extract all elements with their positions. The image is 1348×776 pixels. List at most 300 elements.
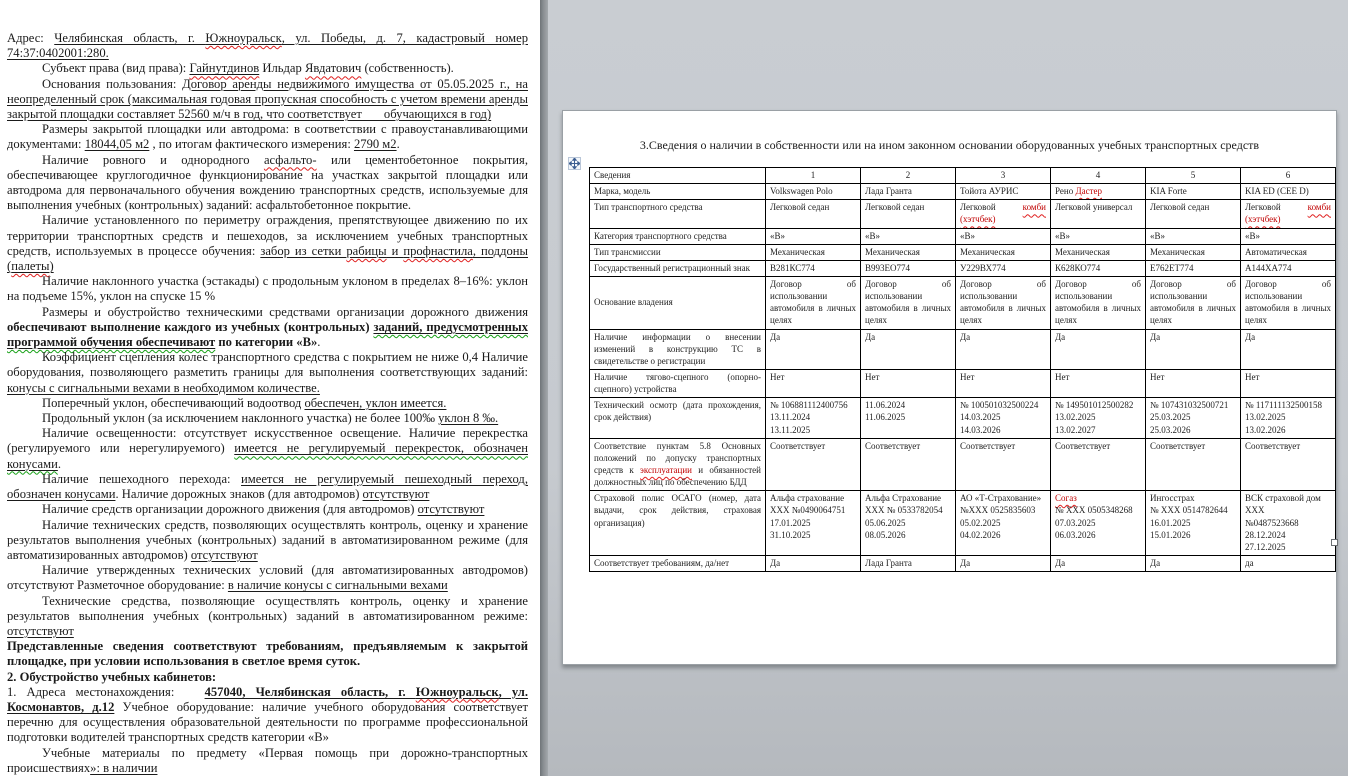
text-segment: Страховой полис ОСАГО (номер, дата выдачи, срок действия, страховая организация) — [594, 493, 761, 528]
text-segment: по категории «В» — [215, 335, 318, 350]
table-cell — [956, 369, 1051, 397]
text-segment: Марка, модель — [594, 186, 651, 197]
table-cell — [1051, 329, 1146, 369]
text-segment: 28.12.2024 — [1245, 529, 1286, 540]
text-segment: В281КС774 — [770, 262, 815, 273]
table-move-handle-icon[interactable] — [568, 157, 581, 170]
text-segment: 13.02.2025 — [1055, 412, 1096, 423]
text-segment: Да — [770, 557, 781, 568]
table-cell — [1146, 200, 1241, 228]
table-cell — [1241, 260, 1336, 276]
text-segment: 13.11.2024 — [770, 412, 811, 423]
text-segment: Нет — [1055, 371, 1070, 382]
text-segment: Легковой седан — [865, 202, 925, 213]
text-segment: 11.06.2024 — [865, 400, 906, 411]
row-label — [590, 200, 766, 228]
text-segment: 11.06.2025 — [865, 412, 906, 423]
paragraph — [7, 502, 528, 517]
text-segment: эксплуатации — [640, 464, 692, 475]
text-segment: Соответствует — [1245, 440, 1301, 451]
page-1 — [0, 0, 540, 776]
table-cell — [861, 329, 956, 369]
table-cell — [1146, 438, 1241, 491]
row-label — [590, 276, 766, 329]
text-segment: 07.03.2025 — [1055, 517, 1096, 528]
table-cell — [1241, 491, 1336, 556]
text-segment: Учебные материалы по предмету «Первая помощь при дорожно-транспортных происшествиях — [7, 745, 528, 775]
table-cell — [1051, 555, 1146, 571]
row-label — [590, 555, 766, 571]
table-cell — [956, 228, 1051, 244]
paragraph — [7, 411, 528, 426]
text-segment: Договор об использовании автомобиля в личных целях — [1055, 278, 1141, 326]
table-cell — [766, 244, 861, 260]
text-segment: уклон 8 ‰. — [438, 411, 499, 426]
header-cell-col-2: 2 — [861, 168, 956, 184]
text-segment: , по итогам фактического измерения: — [149, 137, 354, 152]
table-row — [590, 555, 1336, 571]
text-segment: № ХХХ 0505348268 — [1055, 505, 1133, 516]
text-segment: . Наличие дорожных знаков (для автодромов) — [115, 487, 363, 502]
text-segment: Челябинская область, г. — [54, 31, 206, 45]
text-segment: Механическая — [1150, 246, 1205, 257]
text-segment: Наличие наклонного участка (эстакады) с продольным уклоном в пределах 8–16%: уклон на подъеме 15%, уклон на спуске 15 % — [7, 274, 528, 304]
table-cell — [766, 329, 861, 369]
text-segment: Договор аренды недвижимого имущества от 05.05.2025 г., на неопределенный срок (максимальная годовая пропускная способность с учетом времени аренды закрытой площадки составляет 52560 м/ч в год, что соответствует обучающихся в год) — [7, 76, 528, 122]
text-segment: «В» — [960, 230, 976, 241]
text-segment: Легковой — [1245, 202, 1308, 213]
vehicles-table-wrap — [589, 167, 1336, 572]
text-segment: Дастер — [1075, 186, 1103, 197]
table-cell — [956, 491, 1051, 556]
table-cell — [1051, 491, 1146, 556]
text-segment: отсутствуют — [417, 502, 485, 517]
text-segment: Механическая — [770, 246, 825, 257]
text-segment: № 107431032500721 — [1150, 400, 1229, 411]
section-3-title: 3.Сведения о наличии в собственности или на ином законном основании оборудованных учебных транспортных средств — [639, 138, 1260, 152]
text-segment: Государственный регистрационный знак — [594, 262, 751, 273]
row-label — [590, 398, 766, 438]
paragraph — [7, 594, 528, 640]
table-cell — [1241, 438, 1336, 491]
text-segment: Соответствует — [960, 440, 1016, 451]
text-segment: Наличие тягово-сцепного (опорно-сцепного) устройства — [594, 371, 761, 395]
page-2 — [562, 110, 1337, 665]
text-segment: , ул. Победы, д. 7, кадастровый номер 74:37:0402001:280. — [7, 31, 528, 61]
text-segment: Договор об использовании автомобиля в личных целях — [770, 278, 856, 326]
text-segment: № 100501032500224 — [960, 400, 1039, 411]
table-row — [590, 228, 1336, 244]
table-cell — [1241, 555, 1336, 571]
paragraph — [7, 77, 528, 123]
text-segment: Нет — [1150, 371, 1165, 382]
table-cell — [1051, 398, 1146, 438]
text-segment: Ильдар — [259, 61, 305, 76]
table-cell — [1051, 260, 1146, 276]
text-segment: 25.03.2026 — [1150, 424, 1191, 435]
table-cell — [1051, 228, 1146, 244]
text-segment: Договор об использовании автомобиля в личных целях — [1150, 278, 1236, 326]
text-segment: № ХХХ 0514782644 — [1150, 505, 1228, 516]
text-segment: и обязанностей должностных лиц по обеспечению БДД — [594, 464, 761, 488]
text-segment: 27.12.2025 — [1245, 541, 1286, 552]
text-segment: Тойота АУРИС — [960, 186, 1019, 197]
text-segment: «В» — [1245, 230, 1261, 241]
text-segment: АО «Т-Страхование» — [960, 493, 1042, 504]
table-cell — [1051, 438, 1146, 491]
text-segment: Представленные сведения соответствуют требованиям, предъявляемым к закрытой площадке, при условии использования в светлое время суток. — [7, 639, 528, 669]
text-segment: Нет — [770, 371, 785, 382]
table-row — [590, 276, 1336, 329]
text-segment: 05.06.2025 — [865, 517, 906, 528]
text-segment: Да — [1055, 557, 1066, 568]
text-segment: Механическая — [865, 246, 920, 257]
text-segment: заданий, предусмотренных программой обучения обеспечивают — [7, 319, 528, 350]
row-label — [590, 438, 766, 491]
table-cell — [956, 329, 1051, 369]
table-cell — [956, 200, 1051, 228]
text-segment: «В» — [1150, 230, 1166, 241]
text-segment: »: в наличии — [90, 760, 158, 775]
table-cell — [861, 260, 956, 276]
text-segment: Автоматическая — [1245, 246, 1307, 257]
table-cell — [1146, 260, 1241, 276]
page-1-text — [7, 31, 528, 776]
text-segment: Нет — [865, 371, 880, 382]
text-segment: Рено — [1055, 186, 1076, 197]
text-segment: Технические средства, позволяющие осуществлять контроль, оценку и хранение результатов выполнения учебных (контрольных) заданий в автоматизированном режиме: — [7, 593, 528, 623]
table-cell — [861, 369, 956, 397]
vehicles-table-header — [590, 168, 1336, 184]
table-cell — [1051, 369, 1146, 397]
text-segment: А144ХА774 — [1245, 262, 1292, 273]
row-label — [590, 260, 766, 276]
table-cell — [1146, 244, 1241, 260]
text-segment: Основание владения — [594, 297, 673, 308]
text-segment: 13.11.2025 — [770, 424, 811, 435]
paragraph — [7, 472, 528, 502]
text-segment: Наличие информации о внесении изменений в конструкцию ТС в свидетельстве о регистрации — [594, 331, 761, 366]
paragraph — [7, 685, 528, 746]
table-cell — [1146, 228, 1241, 244]
table-row — [590, 244, 1336, 260]
paragraph — [7, 350, 528, 396]
text-segment: Да — [1245, 331, 1256, 342]
text-segment: Основания пользования: — [42, 76, 183, 91]
text-segment: Поперечный уклон, обеспечивающий водоотвод — [42, 395, 305, 410]
table-cell — [956, 184, 1051, 200]
text-segment: № 117111132500158 — [1245, 400, 1323, 411]
table-cell — [766, 438, 861, 491]
text-segment: Гайнутдинов — [189, 61, 260, 76]
text-segment: . — [317, 335, 321, 350]
text-segment: Механическая — [960, 246, 1015, 257]
text-segment: Да — [1150, 331, 1161, 342]
text-segment: Договор об использовании автомобиля в личных целях — [1245, 278, 1331, 326]
text-segment: «В» — [865, 230, 881, 241]
text-segment: Размеры закрытой площадки или автодрома: в соответствии с правоустанавливающими документами: — [7, 122, 528, 152]
text-segment: Субъект права (вид права): — [42, 61, 190, 76]
table-cell — [1146, 329, 1241, 369]
header-cell-col-5: 5 — [1146, 168, 1241, 184]
table-cell — [956, 260, 1051, 276]
header-cell-col-6: 6 — [1241, 168, 1336, 184]
table-row — [590, 369, 1336, 397]
table-row — [590, 184, 1336, 200]
table-cell — [766, 491, 861, 556]
text-segment: Коэффициент сцепления колес транспортного средства с покрытием не ниже 0,4 Наличие оборудования, позволяющего разметить границы для выполнения соответствующих заданий: — [7, 350, 528, 380]
table-cell — [1241, 200, 1336, 228]
text-segment: № 106881112400756 — [770, 400, 848, 411]
text-segment: 457040, Челябинская область, г. — [204, 684, 416, 699]
table-cell — [766, 276, 861, 329]
table-cell — [766, 369, 861, 397]
text-segment: да — [1245, 557, 1254, 568]
text-segment: и — [386, 243, 404, 258]
row-label — [590, 184, 766, 200]
text-segment: ХХХ № 0533782054 — [865, 505, 943, 516]
text-segment: 04.02.2026 — [960, 529, 1001, 540]
text-segment: №ХХХ 0525835603 — [960, 505, 1036, 516]
table-cell — [861, 200, 956, 228]
table-row — [590, 491, 1336, 556]
text-segment: обеспечивают выполнение каждого из учебных (контрольных) — [7, 319, 374, 334]
text-segment: 13.02.2026 — [1245, 424, 1286, 435]
text-segment: или цементобетонное покрытия, обеспечивающее круглогодичное функционирование на участках закрытой площадки или автодрома для первоначального обучения вождению транспортных средств, используемые для выполнения учебных (контрольных) заданий: асфальтобетонное покрытие. — [7, 152, 528, 213]
paragraph — [7, 670, 528, 685]
text-segment: «В» — [1055, 230, 1071, 241]
text-segment: Да — [1150, 557, 1161, 568]
text-segment: отсутствуют — [190, 547, 258, 562]
text-segment: 13.02.2025 — [1245, 412, 1286, 423]
table-cell — [1241, 329, 1336, 369]
header-cell-col-3: 3 — [956, 168, 1051, 184]
four-arrows-icon — [569, 158, 580, 169]
header-cell-svedeniya: Сведения — [590, 168, 766, 184]
text-segment: Южноуральск — [205, 31, 282, 45]
text-segment: Соответствует — [1150, 440, 1206, 451]
table-cell — [861, 491, 956, 556]
table-cell — [1241, 244, 1336, 260]
text-segment: Наличие пешеходного перехода: — [42, 471, 242, 486]
text-segment: Легковой универсал — [1055, 202, 1133, 213]
text-segment: Размеры и обустройство техническими средствами организации дорожного движения — [42, 304, 528, 319]
table-resize-handle[interactable] — [1331, 539, 1338, 546]
table-row — [590, 200, 1336, 228]
text-segment: Е762ЕТ774 — [1150, 262, 1194, 273]
table-cell — [1146, 398, 1241, 438]
text-segment: Соответствует требованиям, да/нет — [594, 557, 730, 568]
table-cell — [766, 398, 861, 438]
table-cell — [1146, 369, 1241, 397]
header-cell-col-1: 1 — [766, 168, 861, 184]
paragraph — [7, 61, 528, 76]
header-cell-col-4: 4 — [1051, 168, 1146, 184]
text-segment: Наличие технических средств, позволяющих осуществлять контроль, оценку и хранение результатов выполнения учебных (контрольных) заданий в автоматизированном режиме (для автоматизированных автодромов) — [7, 517, 528, 562]
text-segment: (собственность). — [361, 61, 454, 76]
text-segment: Договор об использовании автомобиля в личных целях — [865, 278, 951, 326]
paragraph — [7, 274, 528, 304]
text-segment: . — [57, 456, 62, 471]
text-segment: Да — [960, 557, 971, 568]
text-segment: Категория транспортного средства — [594, 230, 727, 241]
text-segment: ХХХ №0490064751 — [770, 505, 846, 516]
table-cell — [1241, 398, 1336, 438]
text-segment: 14.03.2025 — [960, 412, 1001, 423]
text-segment: Соответствует — [865, 440, 921, 451]
text-segment: 14.03.2026 — [960, 424, 1001, 435]
text-segment: 05.02.2025 — [960, 517, 1001, 528]
text-segment: Нет — [960, 371, 975, 382]
table-cell — [956, 555, 1051, 571]
text-segment: конусы с сигнальными вехами в необходимом количестве. — [7, 380, 320, 395]
table-cell — [1146, 555, 1241, 571]
text-segment: В993ЕО774 — [865, 262, 910, 273]
text-segment: профнастила — [403, 243, 473, 258]
text-segment: 2790 м2 — [353, 137, 397, 152]
text-segment: Механическая — [1055, 246, 1110, 257]
text-segment: ВСК страховой дом — [1245, 493, 1321, 504]
text-segment: У229ВХ774 — [960, 262, 1006, 273]
paragraph — [7, 122, 528, 152]
text-segment: Лада Гранта — [865, 557, 912, 568]
text-segment: Учебное оборудование: наличие учебного оборудования соответствует перечню для осуществления образовательной деятельности по программе профессиональной подготовки водителей транспортных средств категории «В» — [7, 699, 529, 745]
text-segment: ХХХ №0487523668 — [1245, 505, 1331, 528]
paragraph — [7, 31, 528, 61]
text-segment: Лада Гранта — [865, 186, 912, 197]
text-segment: отсутствуют — [362, 487, 430, 502]
text-segment: ) — [49, 259, 54, 274]
table-cell — [861, 276, 956, 329]
text-segment: асфальто- — [263, 152, 317, 167]
text-segment: № 149501012500282 — [1055, 400, 1134, 411]
text-segment: , ул. Космонавтов, д.12 — [7, 684, 529, 714]
text-segment: KIA Forte — [1150, 186, 1187, 197]
paragraph — [7, 213, 528, 274]
table-cell — [956, 276, 1051, 329]
table-cell — [861, 438, 956, 491]
paragraph — [7, 563, 528, 593]
table-cell — [861, 555, 956, 571]
text-segment: Наличие средств организации дорожного движения (для автодромов) — [42, 502, 418, 517]
table-cell — [1051, 276, 1146, 329]
text-segment: 18044,05 м2 — [84, 137, 150, 152]
text-segment: Наличие утвержденных технических условий (для автоматизированных автодромов) отсутствуют Разметочное оборудование: — [7, 563, 528, 593]
table-row — [590, 260, 1336, 276]
table-cell — [1241, 276, 1336, 329]
text-segment: Наличие установленного по периметру ограждения, препятствующее движению по их территории транспортных средств и пешеходов, за исключением учебных транспортных средств, используемых в процессе обучения: — [7, 213, 528, 258]
text-segment: 2. Обустройство учебных кабинетов: — [7, 669, 217, 684]
text-segment: обеспечен, уклон имеется. — [304, 395, 447, 410]
text-segment: отсутствуют — [7, 623, 74, 638]
table-cell — [766, 200, 861, 228]
table-row — [590, 329, 1336, 369]
text-segment: Тип трансмиссии — [594, 246, 661, 257]
text-segment: Легковой — [960, 202, 1023, 213]
table-cell — [766, 260, 861, 276]
row-label — [590, 369, 766, 397]
table-cell — [1146, 276, 1241, 329]
text-segment: Наличие ровного и однородного — [42, 152, 264, 167]
text-segment: в наличие конусы с сигнальными вехами — [227, 578, 448, 593]
table-cell — [1241, 228, 1336, 244]
text-segment: комби (хэтчбек) — [960, 202, 1046, 225]
text-segment: Альфа Страхование — [865, 493, 942, 504]
table-cell — [861, 398, 956, 438]
text-segment: 25.03.2025 — [1150, 412, 1191, 423]
paragraph — [7, 305, 528, 351]
text-segment: 15.01.2026 — [1150, 529, 1191, 540]
text-segment: Да — [770, 331, 781, 342]
text-segment: 16.01.2025 — [1150, 517, 1191, 528]
row-label — [590, 228, 766, 244]
text-segment: 1. Адреса местонахождения: — [7, 684, 205, 699]
text-segment: KIA ED (CEE D) — [1245, 186, 1309, 197]
table-cell — [1241, 184, 1336, 200]
table-cell — [1241, 369, 1336, 397]
text-segment: Ингосстрах — [1150, 493, 1195, 504]
table-row — [590, 438, 1336, 491]
text-segment: рабицы — [346, 243, 387, 258]
table-cell — [861, 244, 956, 260]
text-segment: Соответствие пунктам 5.8 Основных положений по допуску транспортных средств к — [594, 440, 761, 475]
text-segment: Южноуральск — [415, 684, 499, 699]
paragraph — [7, 426, 528, 472]
table-cell — [1146, 184, 1241, 200]
table-cell — [956, 244, 1051, 260]
table-cell — [766, 228, 861, 244]
table-cell — [861, 184, 956, 200]
text-segment: Соответствует — [1055, 440, 1111, 451]
table-cell — [1051, 200, 1146, 228]
text-segment: К628КО774 — [1055, 262, 1101, 273]
text-segment: имеется не регулируемый пешеходный переход, обозначен конусами — [7, 471, 528, 502]
table-cell — [1146, 491, 1241, 556]
paragraph — [7, 639, 528, 669]
text-segment: палеты — [11, 259, 50, 274]
text-segment: 13.02.2027 — [1055, 424, 1096, 435]
table-cell — [766, 184, 861, 200]
text-segment: Альфа страхование — [770, 493, 845, 504]
text-segment: Да — [1055, 331, 1066, 342]
table-cell — [956, 438, 1051, 491]
text-segment: Договор об использовании автомобиля в личных целях — [960, 278, 1046, 326]
text-segment: , поддоны ( — [7, 243, 528, 274]
text-segment: Нет — [1245, 371, 1260, 382]
text-segment: Наличие освещенности: отсутствует искусственное освещение. Наличие перекрестка (регулируемого или нерегулируемого) — [7, 426, 528, 456]
table-cell — [766, 555, 861, 571]
text-segment: имеется не регулируемый перекресток, обозначен конусами — [7, 441, 528, 471]
row-label — [590, 491, 766, 556]
vehicles-table — [589, 167, 1336, 572]
text-segment: . — [396, 137, 400, 152]
row-label — [590, 244, 766, 260]
text-segment: комби (хэтчбек) — [1245, 202, 1331, 225]
text-segment: Продольный уклон (за исключением наклонного участка) не более 100‰ — [42, 411, 439, 426]
text-segment: Да — [865, 331, 876, 342]
text-segment: Легковой седан — [1150, 202, 1210, 213]
paragraph — [7, 396, 528, 411]
table-row — [590, 398, 1336, 438]
text-segment: Явдатович — [304, 61, 362, 76]
table-cell — [1051, 244, 1146, 260]
table-cell — [861, 228, 956, 244]
table-cell — [1051, 184, 1146, 200]
text-segment: Легковой седан — [770, 202, 830, 213]
text-segment: Тип транспортного средства — [594, 202, 703, 213]
text-segment: «В» — [770, 230, 786, 241]
row-label — [590, 329, 766, 369]
